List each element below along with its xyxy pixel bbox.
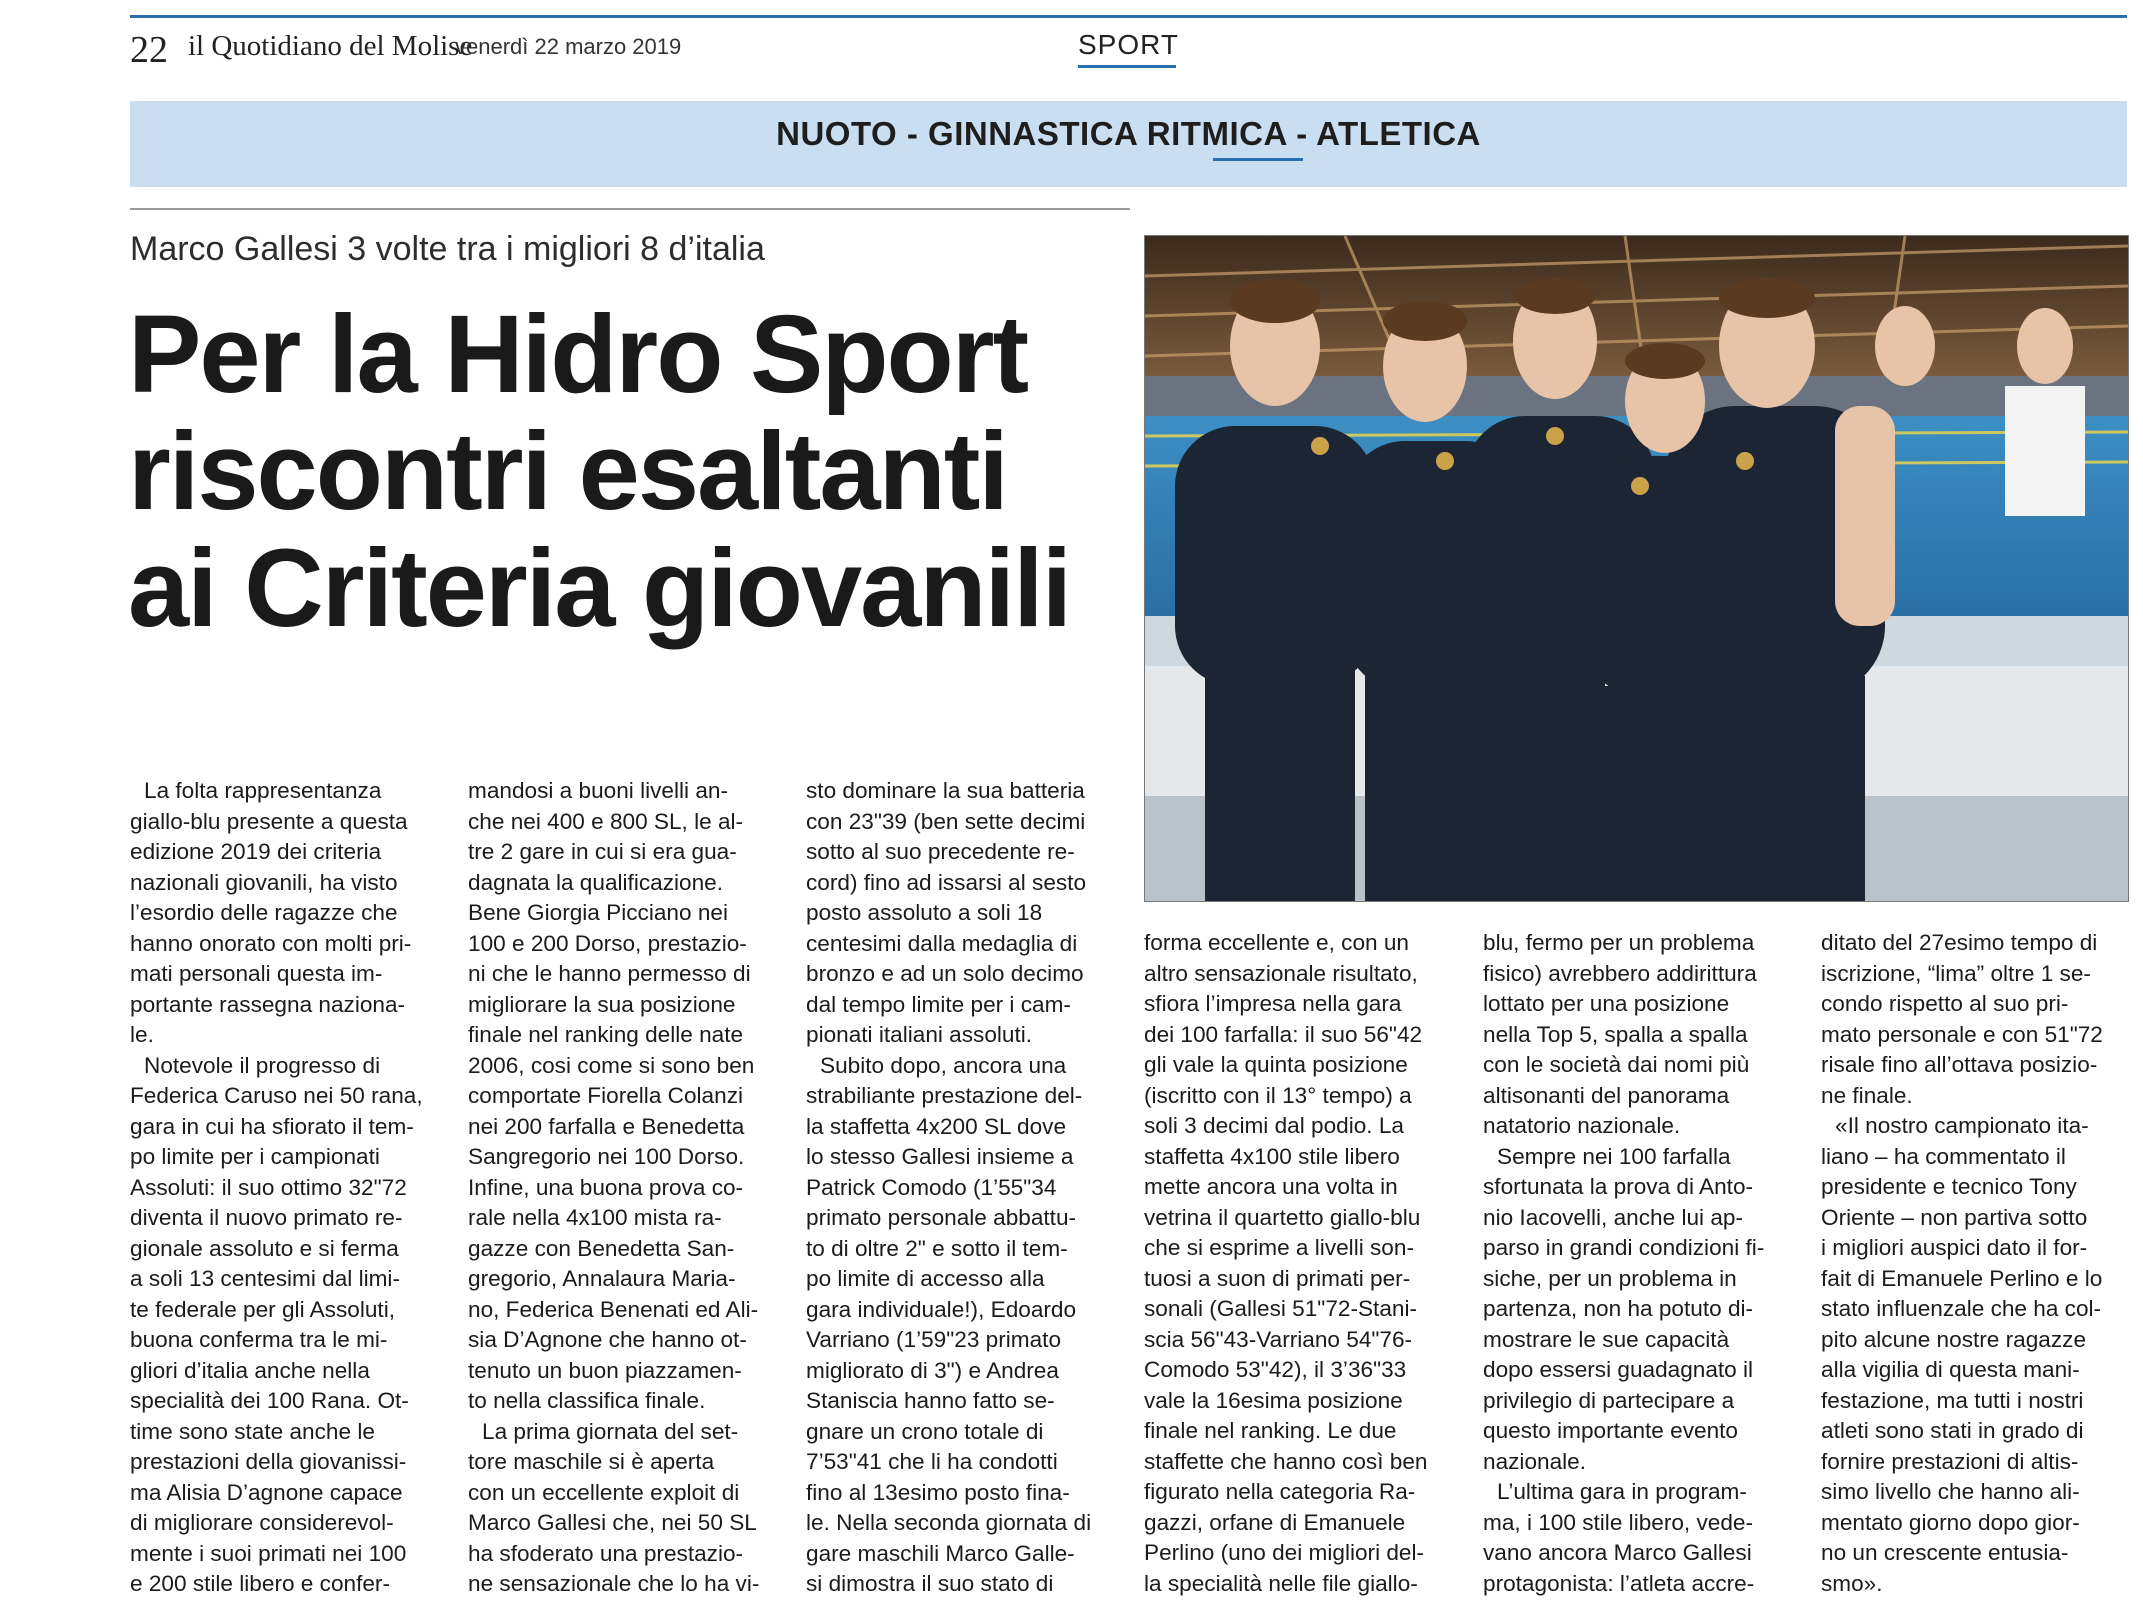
article-text-line: Assoluti: il suo ottimo 32"72 bbox=[130, 1174, 407, 1200]
article-text-line: blu, fermo per un problema bbox=[1483, 930, 1755, 955]
article-text-line: con 23"39 (ben sette decimi bbox=[806, 808, 1086, 834]
article-text-line: Sangregorio nei 100 Dorso. bbox=[468, 1144, 745, 1169]
article-text-line: strabiliante prestazione del- bbox=[806, 1083, 1083, 1108]
article-text-line: edizione 2019 dei criteria bbox=[130, 839, 382, 864]
article-text-line: Marco Gallesi che, nei 50 SL bbox=[468, 1510, 757, 1535]
article-text-line: hanno onorato con molti pri- bbox=[130, 930, 412, 956]
article-text-line: atleti sono stati in grado di bbox=[1821, 1418, 2084, 1443]
team-photo-image bbox=[1145, 236, 2128, 901]
article-text-line: to di oltre 2" e sotto il tem- bbox=[806, 1235, 1068, 1261]
article-text-line: i migliori auspici dato il for- bbox=[1821, 1235, 2088, 1260]
article-text-line: scia 56"43-Varriano 54"76- bbox=[1144, 1326, 1413, 1352]
article-text-line: nella Top 5, spalla a spalla bbox=[1483, 1021, 1748, 1047]
article-text-line: gliori d’italia anche nella bbox=[130, 1357, 370, 1383]
article-text-line: buona conferma tra le mi- bbox=[130, 1327, 388, 1352]
article-text-line: finale nel ranking delle nate bbox=[468, 1022, 744, 1047]
article-text-line: con un eccellente exploit di bbox=[468, 1479, 740, 1505]
article-text-line: dei 100 farfalla: il suo 56"42 bbox=[1144, 1021, 1423, 1047]
article-text-line: nio Iacovelli, anche lui ap- bbox=[1483, 1204, 1743, 1230]
article-text-line: ni che le hanno permesso di bbox=[468, 961, 751, 986]
article-text-line: liano – ha commentato il bbox=[1821, 1143, 2066, 1169]
article-text-line: fino al 13esimo posto fina- bbox=[806, 1479, 1070, 1505]
article-text-line: bronzo e ad un solo decimo bbox=[806, 961, 1084, 986]
article-text-line: portante rassegna naziona- bbox=[130, 991, 406, 1017]
article-text-line: no, Federica Benenati ed Ali- bbox=[468, 1296, 759, 1322]
article-text-line: si dimostra il suo stato di bbox=[806, 1571, 1054, 1596]
article-text-line: tre 2 gare in cui si era gua- bbox=[468, 839, 737, 864]
article-text-line: gli vale la quinta posizione bbox=[1144, 1052, 1408, 1077]
article-text-line: e 200 stile libero e confer- bbox=[130, 1571, 390, 1596]
article-text-line: La folta rappresentanza bbox=[144, 778, 382, 803]
kicker-rule bbox=[130, 208, 1130, 210]
article-text-line: time sono state anche le bbox=[130, 1418, 375, 1444]
article-text-line: soli 3 decimi dal podio. La bbox=[1144, 1113, 1404, 1138]
article-text-line: sfiora l’impresa nella gara bbox=[1144, 991, 1402, 1016]
article-text-line: L’ultima gara in program- bbox=[1497, 1479, 1747, 1504]
article-text-line: Subito dopo, ancora una bbox=[820, 1052, 1067, 1078]
article-text-line: sonali (Gallesi 51"72-Stani- bbox=[1144, 1296, 1418, 1321]
article-text-line: sfortunata la prova di Anto- bbox=[1483, 1174, 1754, 1199]
article-text-line: con le società dai nomi più bbox=[1483, 1052, 1750, 1077]
article-text-line: ha sfoderato una prestazio- bbox=[468, 1540, 744, 1566]
article-text-line: giallo-blu presente a questa bbox=[130, 808, 408, 834]
article-text-line: dopo essersi guadagnato il bbox=[1483, 1357, 1754, 1382]
article-column-2 bbox=[468, 776, 775, 1600]
article-text-line: pionati italiani assoluti. bbox=[806, 1022, 1033, 1047]
article-text-line: alla vigilia di questa mani- bbox=[1821, 1357, 2080, 1382]
article-text-line: fait di Emanuele Perlino e lo bbox=[1821, 1265, 2103, 1291]
article-text-line: natatorio nazionale. bbox=[1483, 1113, 1681, 1138]
article-text-line: di migliorare considerevol- bbox=[130, 1510, 394, 1535]
article-text-line: ma, i 100 stile libero, vede- bbox=[1483, 1509, 1753, 1535]
article-text-line: specialità dei 100 Rana. Ot- bbox=[130, 1388, 409, 1413]
article-text-line: lo stesso Gallesi insieme a bbox=[806, 1144, 1074, 1169]
article-text-line: vetrina il quartetto giallo-blu bbox=[1144, 1204, 1421, 1230]
article-text-line: figurato nella categoria Ra- bbox=[1144, 1479, 1416, 1504]
article-text-line: lottato per una posizione bbox=[1483, 991, 1730, 1016]
section-underline bbox=[1078, 65, 1176, 68]
article-text-line: Oriente – non partiva sotto bbox=[1821, 1204, 2088, 1230]
article-text-line: smo». bbox=[1821, 1570, 1883, 1596]
article-text-line: mati personali questa im- bbox=[130, 961, 383, 986]
article-text-line: dagnata la qualificazione. bbox=[468, 869, 723, 895]
article-text-line: Patrick Comodo (1’55"34 bbox=[806, 1174, 1057, 1200]
article-text-line: mentato giorno dopo gior- bbox=[1821, 1509, 2080, 1535]
article-text-line: presidente e tecnico Tony bbox=[1821, 1174, 2077, 1199]
article-text-line: mandosi a buoni livelli an- bbox=[468, 778, 728, 803]
article-text-line: che nei 400 e 800 SL, le al- bbox=[468, 808, 744, 834]
article-text-line: Varriano (1’59"23 primato bbox=[806, 1327, 1062, 1352]
article-text-line: po limite per i campionati bbox=[130, 1144, 380, 1169]
article-text-line: nazionale. bbox=[1483, 1448, 1587, 1474]
article-headline bbox=[128, 293, 1128, 650]
article-text-line: ne finale. bbox=[1821, 1082, 1913, 1108]
article-text-line: mostrare le sue capacità bbox=[1483, 1326, 1730, 1352]
top-rule bbox=[130, 15, 2127, 18]
article-text-line: gregorio, Annalaura Maria- bbox=[468, 1266, 736, 1291]
article-kicker: Marco Gallesi 3 volte tra i migliori 8 d’italia bbox=[130, 230, 765, 268]
article-text-line: Staniscia hanno fatto se- bbox=[806, 1388, 1055, 1413]
article-text-line: mente i suoi primati nei 100 bbox=[130, 1540, 407, 1566]
article-text-line: Perlino (uno dei migliori del- bbox=[1144, 1540, 1425, 1565]
article-text-line: privilegio di partecipare a bbox=[1483, 1387, 1735, 1413]
article-text-line: «Il nostro campionato ita- bbox=[1835, 1113, 2089, 1138]
article-text-line: simo livello che hanno ali- bbox=[1821, 1479, 2080, 1504]
article-text-line: ma Alisia D’agnone capace bbox=[130, 1479, 403, 1505]
article-text-line: Comodo 53"42), il 3’36"33 bbox=[1144, 1357, 1407, 1382]
article-text-line: no un crescente entusia- bbox=[1821, 1540, 2069, 1565]
article-column-4 bbox=[1144, 928, 1452, 1599]
article-text-line: partenza, non ha potuto di- bbox=[1483, 1296, 1754, 1321]
article-text-line: altisonanti del panorama bbox=[1483, 1082, 1730, 1108]
article-text-line: la specialità nelle file giallo- bbox=[1144, 1570, 1418, 1596]
article-text-line: rale nella 4x100 mista ra- bbox=[468, 1205, 722, 1230]
topic-banner-underline bbox=[1213, 158, 1303, 161]
article-text-line: forma eccellente e, con un bbox=[1144, 930, 1410, 955]
article-text-line: nei 200 farfalla e Benedetta bbox=[468, 1113, 745, 1139]
headline-line: ai Criteria giovanili bbox=[128, 527, 1071, 650]
article-text-line: Federica Caruso nei 50 rana, bbox=[130, 1083, 423, 1108]
article-text-line: le. bbox=[130, 1022, 154, 1047]
article-text-line: vano ancora Marco Gallesi bbox=[1483, 1540, 1752, 1565]
article-text-line: questo importante evento bbox=[1483, 1418, 1738, 1443]
article-column-3 bbox=[806, 776, 1113, 1600]
article-text-line: Notevole il progresso di bbox=[144, 1052, 381, 1078]
article-text-line: protagonista: l’atleta accre- bbox=[1483, 1570, 1755, 1596]
topic-banner bbox=[130, 101, 2127, 187]
article-text-line: mato personale e con 51"72 bbox=[1821, 1021, 2103, 1047]
article-text-line: nazionali giovanili, ha visto bbox=[130, 869, 398, 895]
article-text-line: l’esordio delle ragazze che bbox=[130, 900, 398, 925]
article-text-line: (iscritto con il 13° tempo) a bbox=[1144, 1082, 1412, 1108]
article-text-line: ditato del 27esimo tempo di bbox=[1821, 930, 2098, 955]
article-column-1 bbox=[130, 776, 437, 1600]
article-text-line: gazze con Benedetta San- bbox=[468, 1235, 735, 1261]
article-text-line: che si esprime a livelli son- bbox=[1144, 1235, 1414, 1260]
article-text-line: la staffetta 4x200 SL dove bbox=[806, 1113, 1067, 1139]
article-text-line: to nella classifica finale. bbox=[468, 1388, 706, 1413]
newspaper-name: il Quotidiano del Molise bbox=[188, 30, 473, 62]
article-text-line: risale fino all’ottava posizio- bbox=[1821, 1052, 2098, 1077]
headline-line: riscontri esaltanti bbox=[128, 410, 1007, 533]
article-text-line: comportate Fiorella Colanzi bbox=[468, 1083, 744, 1108]
topic-banner-title: NUOTO - GINNASTICA RITMICA - ATLETICA bbox=[776, 115, 1481, 152]
article-column-5 bbox=[1483, 928, 1791, 1599]
article-text-line: gara individuale!), Edoardo bbox=[806, 1296, 1077, 1322]
article-text-line: vale la 16esima posizione bbox=[1144, 1387, 1403, 1413]
headline-line: Per la Hidro Sport bbox=[128, 293, 1028, 416]
article-text-line: condo rispetto al suo pri- bbox=[1821, 991, 2069, 1016]
article-text-line: po limite di accesso alla bbox=[806, 1266, 1045, 1291]
article-text-line: dal tempo limite per i cam- bbox=[806, 991, 1071, 1017]
article-text-line: iscrizione, “lima” oltre 1 se- bbox=[1821, 960, 2091, 986]
article-text-line: migliorato di 3") e Andrea bbox=[806, 1357, 1059, 1383]
article-text-line: te federale per gli Assoluti, bbox=[130, 1296, 396, 1322]
article-text-line: tuosi a suon di primati per- bbox=[1144, 1265, 1411, 1291]
article-text-line: primato personale abbattu- bbox=[806, 1205, 1077, 1230]
page-number: 22 bbox=[130, 29, 168, 71]
article-text-line: tore maschile si è aperta bbox=[468, 1449, 715, 1474]
article-text-line: ne sensazionale che lo ha vi- bbox=[468, 1571, 760, 1596]
article-text-line: prestazioni della giovanissi- bbox=[130, 1449, 407, 1474]
article-text-line: finale nel ranking. Le due bbox=[1144, 1418, 1397, 1443]
article-text-line: Infine, una buona prova co- bbox=[468, 1174, 744, 1200]
article-text-line: gara in cui ha sfiorato il tem- bbox=[130, 1113, 414, 1139]
article-text-line: altro sensazionale risultato, bbox=[1144, 960, 1418, 986]
issue-date: venerdì 22 marzo 2019 bbox=[455, 34, 682, 59]
article-text-line: Sempre nei 100 farfalla bbox=[1497, 1143, 1731, 1169]
article-text-line: Bene Giorgia Picciano nei bbox=[468, 900, 728, 925]
article-text-line: parso in grandi condizioni fi- bbox=[1483, 1235, 1765, 1260]
article-text-line: sotto al suo precedente re- bbox=[806, 839, 1075, 864]
article-text-line: diventa il nuovo primato re- bbox=[130, 1205, 403, 1230]
article-column-6 bbox=[1821, 928, 2127, 1599]
article-text-line: staffette che hanno così ben bbox=[1144, 1448, 1428, 1474]
article-text-line: 100 e 200 Dorso, prestazio- bbox=[468, 930, 747, 956]
article-text-line: festazione, ma tutti i nostri bbox=[1821, 1387, 2084, 1413]
article-text-line: sia D’Agnone che hanno ot- bbox=[468, 1327, 747, 1352]
team-photo bbox=[1144, 235, 2129, 902]
section-label: SPORT bbox=[1078, 29, 1179, 60]
article-text-line: centesimi dalla medaglia di bbox=[806, 930, 1078, 956]
article-text-line: gnare un crono totale di bbox=[806, 1418, 1044, 1444]
article-text-line: mette ancora una volta in bbox=[1144, 1174, 1398, 1199]
article-text-line: tenuto un buon piazzamen- bbox=[468, 1357, 742, 1383]
article-text-line: La prima giornata del set- bbox=[482, 1418, 739, 1444]
article-text-line: gionale assoluto e si ferma bbox=[130, 1235, 399, 1261]
article-text-line: a soli 13 centesimi dal limi- bbox=[130, 1266, 400, 1291]
article-text-line: cord) fino ad issarsi al sesto bbox=[806, 869, 1087, 895]
article-text-line: 2006, cosi come si sono ben bbox=[468, 1052, 755, 1078]
article-text-line: migliorare la sua posizione bbox=[468, 991, 736, 1017]
article-text-line: siche, per un problema in bbox=[1483, 1265, 1737, 1291]
article-text-line: stato influenzale che ha col- bbox=[1821, 1296, 2102, 1321]
article-text-line: pito alcune nostre ragazze bbox=[1821, 1326, 2087, 1352]
article-text-line: fornire prestazioni di altis- bbox=[1821, 1448, 2079, 1474]
article-text-line: staffetta 4x100 stile libero bbox=[1144, 1143, 1400, 1169]
article-text-line: sto dominare la sua batteria bbox=[806, 778, 1085, 803]
article-text-line: posto assoluto a soli 18 bbox=[806, 900, 1043, 925]
article-text-line: gazzi, orfane di Emanuele bbox=[1144, 1509, 1406, 1535]
article-text-line: 7’53"41 che li ha condotti bbox=[806, 1449, 1058, 1474]
article-text-line: fisico) avrebbero addirittura bbox=[1483, 960, 1757, 986]
article-text-line: gare maschili Marco Galle- bbox=[806, 1540, 1075, 1566]
article-text-line: le. Nella seconda giornata di bbox=[806, 1510, 1092, 1535]
